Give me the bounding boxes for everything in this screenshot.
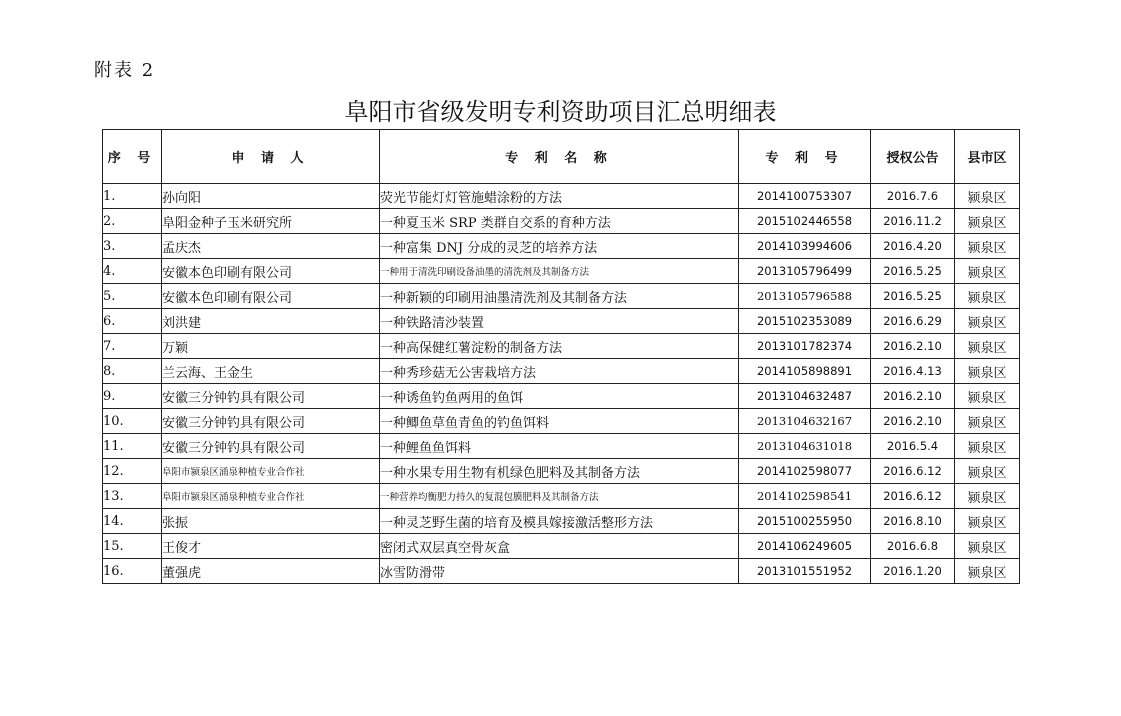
cell-patent-no: 2013105796588 [739,284,871,309]
header-grant-date: 授权公告 [871,130,955,184]
table-row [103,434,1020,459]
cell-applicant: 阜阳市颍泉区涌泉种植专业合作社 [162,484,380,509]
cell-applicant: 刘洪建 [162,309,380,334]
header-patent-no: 专 利 号 [739,130,871,184]
cell-county: 颍泉区 [955,384,1020,409]
cell-grant-date: 2016.7.6 [871,184,955,209]
cell-no: 14. [103,509,162,534]
cell-patent-name: 一种营养均衡肥力持久的复混包膜肥料及其制备方法 [380,484,739,509]
cell-county: 颍泉区 [955,409,1020,434]
cell-patent-no: 2015102353089 [739,309,871,334]
cell-patent-name: 冰雪防滑带 [380,559,739,584]
table-row [103,534,1020,559]
table-row [103,309,1020,334]
cell-no: 7. [103,334,162,359]
cell-patent-name: 一种水果专用生物有机绿色肥料及其制备方法 [380,459,739,484]
cell-county: 颍泉区 [955,534,1020,559]
cell-county: 颍泉区 [955,359,1020,384]
header-no: 序 号 [103,130,162,184]
cell-no: 16. [103,559,162,584]
table-row [103,384,1020,409]
table-header-row [103,130,1020,184]
cell-grant-date: 2016.6.12 [871,459,955,484]
cell-applicant: 王俊才 [162,534,380,559]
cell-grant-date: 2016.8.10 [871,509,955,534]
cell-patent-no: 2014106249605 [739,534,871,559]
cell-county: 颍泉区 [955,184,1020,209]
cell-county: 颍泉区 [955,434,1020,459]
cell-grant-date: 2016.11.2 [871,209,955,234]
cell-applicant: 孟庆杰 [162,234,380,259]
cell-applicant: 阜阳金种子玉米研究所 [162,209,380,234]
cell-no: 2. [103,209,162,234]
cell-applicant: 安徽三分钟钓具有限公司 [162,434,380,459]
patent-table [102,129,1020,584]
table-row [103,334,1020,359]
cell-applicant: 安徽三分钟钓具有限公司 [162,384,380,409]
cell-grant-date: 2016.6.29 [871,309,955,334]
cell-grant-date: 2016.1.20 [871,559,955,584]
cell-applicant: 万颖 [162,334,380,359]
cell-no: 8. [103,359,162,384]
cell-patent-name: 一种鲤鱼鱼饵料 [380,434,739,459]
cell-patent-name: 一种鲫鱼草鱼青鱼的钓鱼饵料 [380,409,739,434]
table-row [103,234,1020,259]
cell-applicant: 安徽本色印刷有限公司 [162,284,380,309]
cell-grant-date: 2016.6.12 [871,484,955,509]
cell-county: 颍泉区 [955,459,1020,484]
cell-grant-date: 2016.4.13 [871,359,955,384]
cell-county: 颍泉区 [955,259,1020,284]
cell-applicant: 董强虎 [162,559,380,584]
cell-no: 11. [103,434,162,459]
cell-patent-no: 2013104632487 [739,384,871,409]
cell-county: 颍泉区 [955,484,1020,509]
cell-grant-date: 2016.5.25 [871,284,955,309]
document-title: 阜阳市省级发明专利资助项目汇总明细表 [344,98,777,126]
cell-grant-date: 2016.2.10 [871,334,955,359]
cell-patent-name: 一种富集 DNJ 分成的灵芝的培养方法 [380,234,739,259]
cell-grant-date: 2016.2.10 [871,384,955,409]
cell-county: 颍泉区 [955,234,1020,259]
cell-no: 9. [103,384,162,409]
cell-grant-date: 2016.5.4 [871,434,955,459]
cell-patent-no: 2013104632167 [739,409,871,434]
cell-applicant: 张振 [162,509,380,534]
cell-grant-date: 2016.2.10 [871,409,955,434]
cell-county: 颍泉区 [955,209,1020,234]
cell-patent-no: 2013105796499 [739,259,871,284]
cell-grant-date: 2016.4.20 [871,234,955,259]
cell-patent-name: 一种用于清洗印刷设备油墨的清洗剂及其制备方法 [380,259,739,284]
cell-patent-no: 2014100753307 [739,184,871,209]
cell-patent-no: 2013104631018 [739,434,871,459]
cell-patent-name: 密闭式双层真空骨灰盒 [380,534,739,559]
cell-county: 颍泉区 [955,284,1020,309]
cell-no: 15. [103,534,162,559]
cell-patent-name: 一种秀珍菇无公害栽培方法 [380,359,739,384]
cell-patent-no: 2013101782374 [739,334,871,359]
table-row [103,509,1020,534]
header-applicant: 申 请 人 [162,130,380,184]
cell-patent-no: 2015102446558 [739,209,871,234]
cell-patent-name: 一种新颖的印刷用油墨清洗剂及其制备方法 [380,284,739,309]
cell-patent-no: 2014105898891 [739,359,871,384]
cell-patent-name: 一种灵芝野生菌的培育及模具嫁接激活整形方法 [380,509,739,534]
cell-grant-date: 2016.6.8 [871,534,955,559]
table-row [103,284,1020,309]
cell-no: 1. [103,184,162,209]
cell-applicant: 安徽三分钟钓具有限公司 [162,409,380,434]
cell-patent-no: 2014103994606 [739,234,871,259]
table-row [103,209,1020,234]
cell-applicant: 孙向阳 [162,184,380,209]
cell-patent-name: 一种高保健红薯淀粉的制备方法 [380,334,739,359]
cell-county: 颍泉区 [955,559,1020,584]
table-row [103,409,1020,434]
table-row [103,259,1020,284]
cell-applicant: 兰云海、王金生 [162,359,380,384]
cell-no: 12. [103,459,162,484]
cell-patent-no: 2014102598077 [739,459,871,484]
cell-grant-date: 2016.5.25 [871,259,955,284]
cell-patent-name: 荧光节能灯灯管施蜡涂粉的方法 [380,184,739,209]
table-row [103,559,1020,584]
cell-patent-name: 一种铁路清沙装置 [380,309,739,334]
cell-patent-no: 2013101551952 [739,559,871,584]
table-row [103,484,1020,509]
cell-county: 颍泉区 [955,309,1020,334]
cell-no: 4. [103,259,162,284]
cell-applicant: 安徽本色印刷有限公司 [162,259,380,284]
header-county: 县市区 [955,130,1020,184]
cell-no: 5. [103,284,162,309]
cell-patent-name: 一种夏玉米 SRP 类群自交系的育种方法 [380,209,739,234]
cell-county: 颍泉区 [955,509,1020,534]
cell-county: 颍泉区 [955,334,1020,359]
cell-no: 6. [103,309,162,334]
table-row [103,184,1020,209]
cell-patent-no: 2015100255950 [739,509,871,534]
cell-no: 10. [103,409,162,434]
cell-applicant: 阜阳市颍泉区涌泉种植专业合作社 [162,459,380,484]
cell-no: 13. [103,484,162,509]
header-patent-name: 专 利 名 称 [380,130,739,184]
cell-patent-no: 2014102598541 [739,484,871,509]
table-row [103,359,1020,384]
annex-label: 附表 2 [94,60,156,81]
table-row [103,459,1020,484]
cell-no: 3. [103,234,162,259]
cell-patent-name: 一种诱鱼钓鱼两用的鱼饵 [380,384,739,409]
